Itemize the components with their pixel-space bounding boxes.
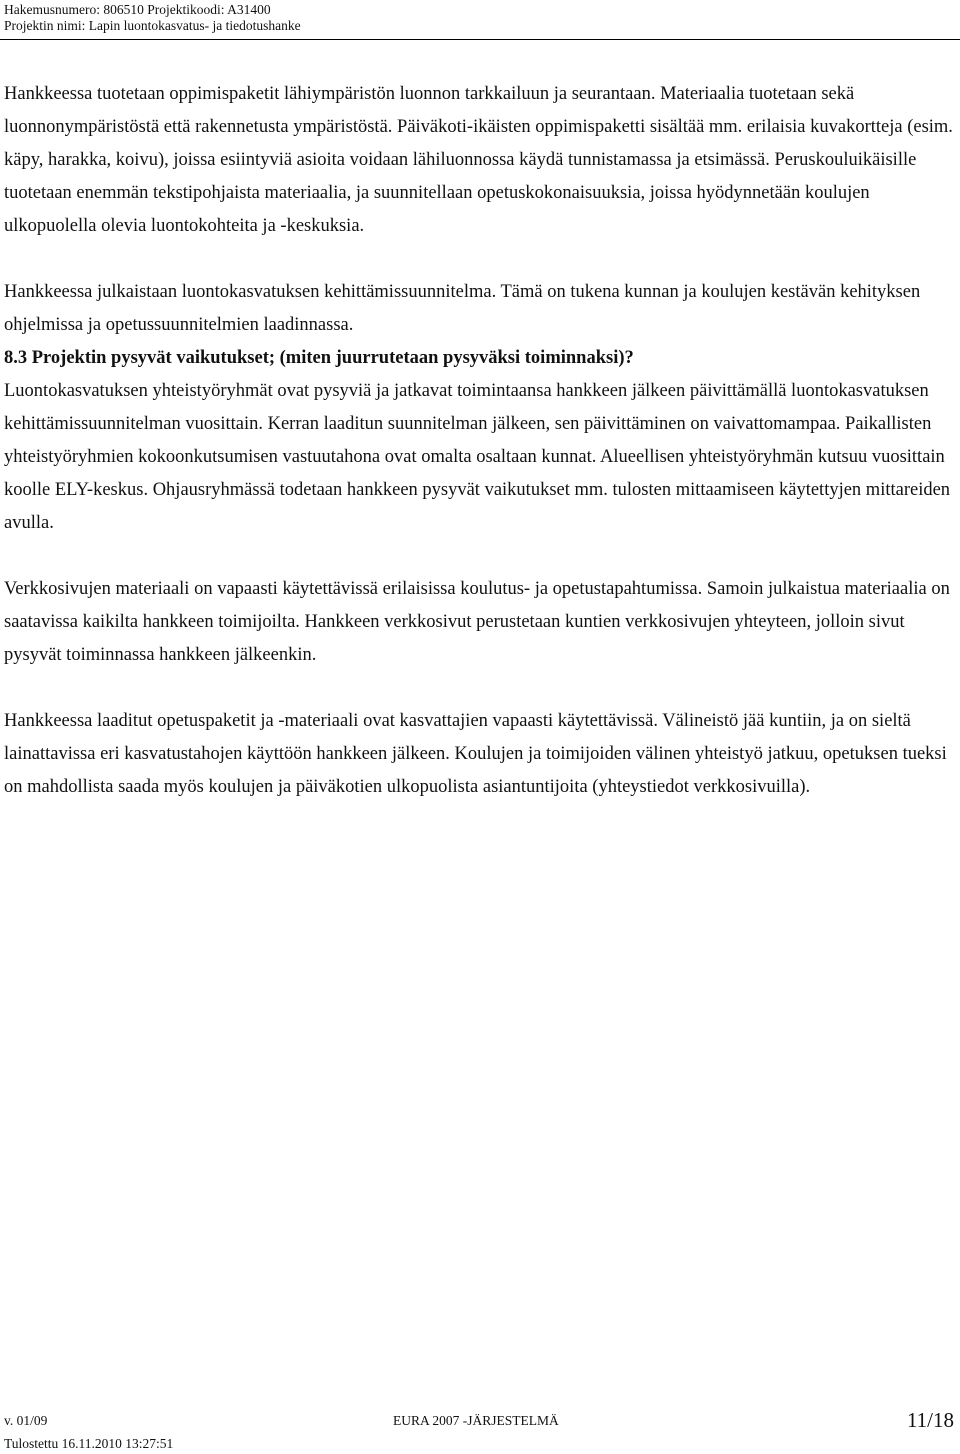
paragraph-website-material: Verkkosivujen materiaali on vapaasti käytettävissä erilaisissa koulutus- ja opetustapahtumissa. Samoin julkaistua materiaalia on saatavissa kaikilta hankkeen toimijoilta. Hankkeen verkkosivut perustetaan kuntien verkkosivujen yhteyteen, jolloin sivut pysyvät toiminnassa hankkeen jälkeenkin. xyxy=(4,579,950,665)
project-name: Projektin nimi: Lapin luontokasvatus- ja tiedotushanke xyxy=(4,18,301,33)
paragraph-teaching-packages: Hankkeessa laaditut opetuspaketit ja -materiaali ovat kasvattajien vapaasti käytettävissä. Välineistö jää kuntiin, ja on sieltä lainattavissa eri kasvatustahojen käyttöön hankkeen jälkeen. Koulujen ja toimijoiden välinen yhteistyö jatkuu, opetuksen tueksi on mahdollista saada myös koulujen ja päiväkotien ulkopuolista asiantuntijoita (yhteystiedot verkkosivuilla). xyxy=(4,711,947,797)
paragraph-learning-packages: Hankkeessa tuotetaan oppimispaketit lähiympäristön luonnon tarkkailuun ja seurantaan. Materiaalia tuotetaan sekä luonnonympäristöstä että rakennetusta ympäristöstä. Päiväkoti-ikäisten oppimispaketti sisältää mm. erilaisia kuvakortteja (esim. käpy, harakka, koivu), joissa esiintyviä asioita voidaan lähiluonnossa käydä tunnistamassa ja etsimässä. Peruskouluikäisille tuotetaan enemmän tekstipohjaista materiaalia, ja suunnitellaan opetuskokonaisuuksia, joissa hyödynnetään koulujen ulkopuolella olevia luontokohteita ja -keskuksia. xyxy=(4,84,953,236)
page-header xyxy=(4,2,301,34)
paragraph-development-plan: Hankkeessa julkaistaan luontokasvatuksen kehittämissuunnitelma. Tämä on tukena kunnan ja koulujen kestävän kehityksen ohjelmissa ja opetussuunnitelmien laadinnassa. xyxy=(4,282,921,335)
footer-system-name: EURA 2007 -JÄRJESTELMÄ xyxy=(393,1413,559,1428)
page-number: 11/18 xyxy=(906,1408,954,1432)
footer-version: v. 01/09 xyxy=(4,1413,48,1428)
header-divider xyxy=(0,39,960,40)
application-number: Hakemusnumero: 806510 Projektikoodi: A31400 xyxy=(4,2,271,17)
document-body xyxy=(4,78,954,837)
footer-printed-timestamp: Tulostettu 16.11.2010 13:27:51 xyxy=(4,1436,174,1451)
paragraph-cooperation-groups: Luontokasvatuksen yhteistyöryhmät ovat pysyviä ja jatkavat toimintaansa hankkeen jälkeen päivittämällä luontokasvatuksen kehittämissuunnitelman vuosittain. Kerran laaditun suunnitelman jälkeen, sen päivittäminen on vaivattomampaa. Paikallisten yhteistyöryhmien kokoonkutsumisen vastuutahona ovat omalta osaltaan kunnat. Alueellisen yhteistyöryhmän kutsuu vuosittain koolle ELY-keskus. Ohjausryhmässä todetaan hankkeen pysyvät vaikutukset mm. tulosten mittaamiseen käytettyjen mittareiden avulla. xyxy=(4,381,951,533)
section-heading-8-3: 8.3 Projektin pysyvät vaikutukset; (miten juurrutetaan pysyväksi toiminnaksi)? xyxy=(4,348,634,368)
